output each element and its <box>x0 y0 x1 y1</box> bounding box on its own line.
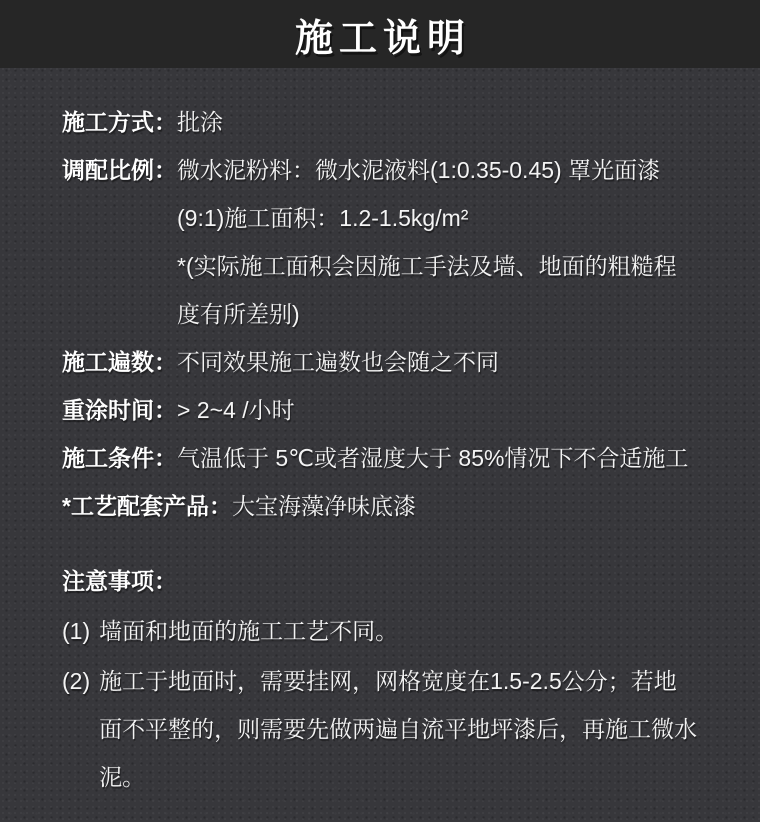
note-item-2 <box>62 657 734 801</box>
spec-row-coats <box>62 338 734 386</box>
spec-value-line: 大宝海藻净味底漆 <box>231 493 416 519</box>
spec-value <box>177 98 734 146</box>
note-number: (1) <box>62 618 91 644</box>
spec-value-note: *(实际施工面积会因施工手法及墙、地面的粗糙程度有所差别) <box>177 253 677 327</box>
spec-row-construction-method <box>62 98 734 146</box>
spec-value <box>177 146 677 338</box>
spec-value <box>177 386 734 434</box>
spec-row-companion-products <box>62 482 734 530</box>
content <box>0 68 760 801</box>
notes-heading: 注意事项： <box>62 568 177 594</box>
note-item-1 <box>62 607 734 655</box>
spec-label: 施工条件： <box>62 445 177 471</box>
spec-label: 调配比例： <box>62 157 177 183</box>
page-title: 施工说明 <box>294 17 471 60</box>
spec-value-line: 气温低于 5℃或者湿度大于 85%情况下不合适施工 <box>177 445 689 471</box>
spec-label: 施工方式： <box>62 109 177 135</box>
spec-value <box>232 482 734 530</box>
note-text: 施工于地面时，需要挂网，网格宽度在1.5-2.5公分；若地面不平整的，则需要先做两遍自流平地坪漆后，再施工微水泥。 <box>99 668 698 790</box>
spec-list <box>62 98 734 530</box>
title-bar <box>0 0 760 68</box>
spec-row-conditions <box>62 434 734 482</box>
spec-value-line: 不同效果施工遍数也会随之不同 <box>177 349 499 375</box>
spec-value-line: > 2~4 /小时 <box>177 397 295 423</box>
spec-value-line: 微水泥粉料：微水泥液料(1:0.35-0.45) 罩光面漆(9:1)施工面积：1.2-1.5kg/m² <box>177 157 661 231</box>
spec-row-mixing-ratio <box>62 146 734 338</box>
spec-row-recoat-time <box>62 386 734 434</box>
spec-value <box>177 434 734 482</box>
note-number: (2) <box>62 668 91 694</box>
spec-label: *工艺配套产品： <box>62 493 232 519</box>
note-text: 墙面和地面的施工工艺不同。 <box>99 618 399 644</box>
spec-value <box>177 338 734 386</box>
spec-value-line: 批涂 <box>177 109 223 135</box>
spec-label: 施工遍数： <box>62 349 177 375</box>
notes-section <box>62 557 734 801</box>
spec-label: 重涂时间： <box>62 397 177 423</box>
